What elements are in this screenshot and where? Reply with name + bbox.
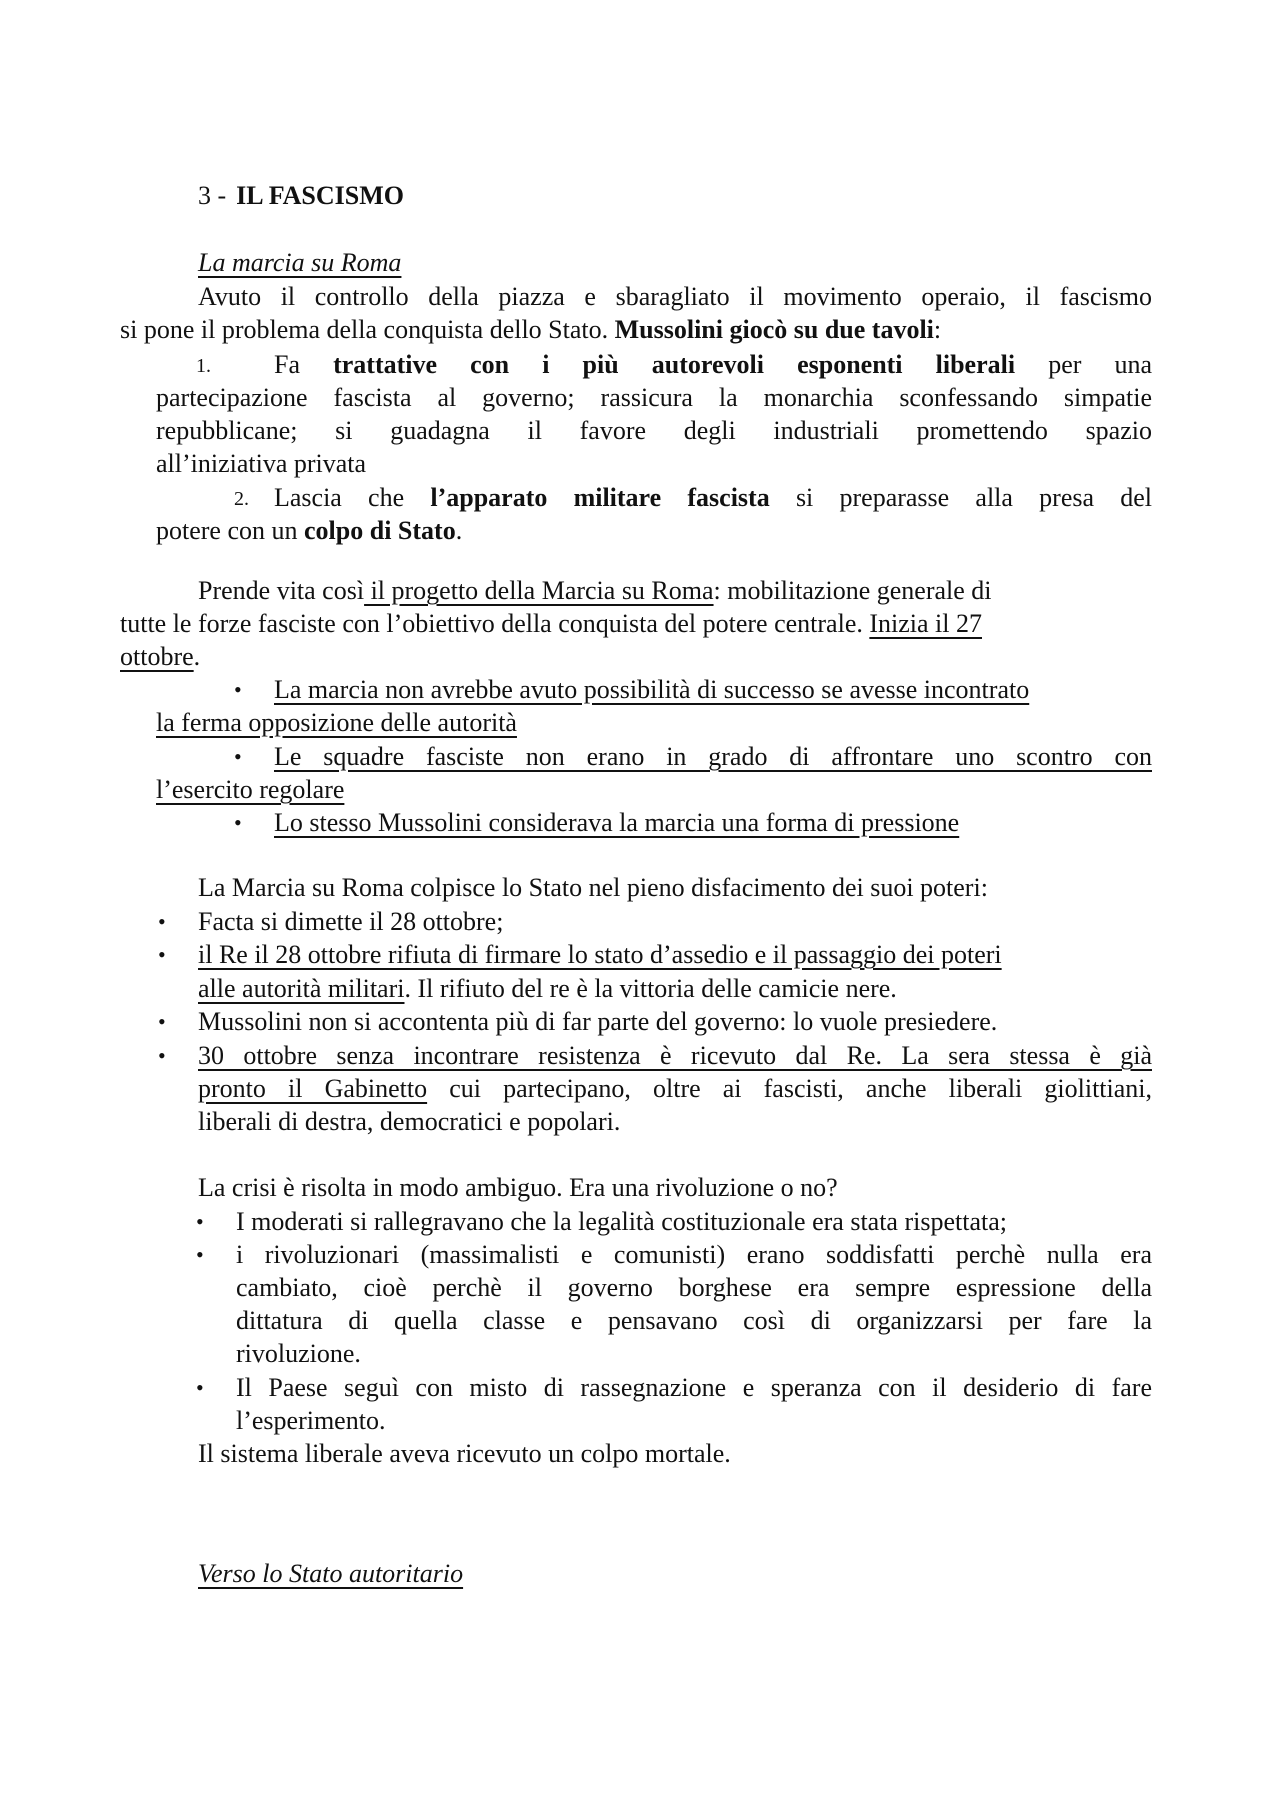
bullet-text-line: I moderati si rallegravano che la legalità costituzionale era stata rispettata;	[236, 1207, 1007, 1236]
paragraph-line	[120, 313, 941, 347]
list-number: 2.	[234, 488, 249, 510]
underlined-text: alle autorità militari	[198, 974, 405, 1003]
underlined-text: il progetto della Marcia su Roma	[364, 576, 714, 605]
list-item-line	[156, 514, 462, 548]
paragraph-line: La Marcia su Roma colpisce lo Stato nel pieno disfacimento dei suoi poteri:	[198, 873, 988, 902]
text-span: si preparasse alla presa del	[795, 483, 1153, 512]
bold-text: trattative con i più autorevoli esponenti liberali	[333, 350, 1016, 379]
bullet-text-line: Lo stesso Mussolini considerava la marcia una forma di pressione	[274, 808, 960, 837]
bullet-icon: •	[196, 1209, 204, 1234]
bullet-text-line: il Re il 28 ottobre rifiuta di firmare lo stato d’assedio e il passaggio dei poteri	[198, 940, 1002, 969]
text-span: Lascia che	[274, 483, 431, 512]
bullet-text-line: la ferma opposizione delle autorità	[156, 708, 517, 737]
bullet-text-line: cambiato, cioè perchè il governo borghese era sempre espressione della	[236, 1273, 1152, 1302]
bold-text: Mussolini giocò su due tavoli	[614, 315, 934, 344]
bullet-icon: •	[196, 1242, 204, 1267]
bullet-text-line: l’esercito regolare	[156, 775, 345, 804]
text-span: potere con un	[156, 516, 305, 545]
bullet-icon: •	[234, 810, 242, 835]
subsection-title-marcia: La marcia su Roma	[198, 248, 402, 277]
paragraph-line: Il sistema liberale aveva ricevuto un colpo mortale.	[198, 1439, 731, 1468]
bullet-text-line: La marcia non avrebbe avuto possibilità di successo se avesse incontrato	[274, 675, 1030, 704]
text-span: . Il rifiuto del re è la vittoria delle camicie nere.	[404, 974, 897, 1003]
bullet-icon: •	[234, 677, 242, 702]
bullet-text-line: l’esperimento.	[236, 1406, 386, 1435]
bullet-text-line: i rivoluzionari (massimalisti e comunisti) erano soddisfatti perchè nulla era	[236, 1240, 1152, 1269]
list-item-line	[274, 481, 1152, 515]
text-span: per una	[1048, 350, 1153, 379]
bullet-icon: •	[196, 1375, 204, 1400]
text-span: Prende vita così	[198, 576, 365, 605]
list-item-line: repubblicane; si guadagna il favore degli industriali promettendo spazio	[156, 416, 1152, 445]
section-heading	[198, 179, 404, 213]
bullet-icon: •	[234, 744, 242, 769]
text-span: tutte le forze fasciste con l’obiettivo della conquista del potere centrale.	[120, 609, 870, 638]
bullet-icon: •	[158, 1043, 166, 1068]
underlined-text: Inizia il 27	[869, 609, 982, 638]
section-title: IL FASCISMO	[236, 181, 405, 210]
bullet-text-line: Il Paese seguì con misto di rassegnazione e speranza con il desiderio di fare	[236, 1373, 1152, 1402]
paragraph-line	[198, 574, 992, 608]
paragraph-line	[120, 640, 200, 674]
bullet-text-line: dittatura di quella classe e pensavano così di organizzarsi per fare la	[236, 1306, 1152, 1335]
list-item-line	[274, 348, 1152, 382]
text-span: :	[933, 315, 942, 344]
bullet-text-line: rivoluzione.	[236, 1339, 361, 1368]
subsection-title-verso: Verso lo Stato autoritario	[198, 1559, 464, 1588]
text-span: cui partecipano, oltre ai fascisti, anche liberali giolittiani,	[427, 1074, 1153, 1103]
text-span: si pone il problema della conquista dello Stato.	[120, 315, 615, 344]
paragraph-line: Avuto il controllo della piazza e sbaragliato il movimento operaio, il fascismo	[198, 282, 1152, 311]
bullet-text-line: 30 ottobre senza incontrare resistenza è ricevuto dal Re. La sera stessa è già	[198, 1041, 1152, 1070]
bold-text: l’apparato militare fascista	[430, 483, 770, 512]
bullet-text-line: liberali di destra, democratici e popolari.	[198, 1107, 621, 1136]
list-number: 1.	[196, 355, 211, 377]
bullet-icon: •	[158, 1009, 166, 1034]
text-span: Fa	[274, 350, 334, 379]
paragraph-line	[120, 607, 982, 641]
paragraph-line: La crisi è risolta in modo ambiguo. Era una rivoluzione o no?	[198, 1173, 838, 1202]
text-span: : mobilitazione generale di	[713, 576, 992, 605]
bullet-icon: •	[158, 942, 166, 967]
bullet-text-line	[198, 972, 897, 1006]
underlined-text: pronto il Gabinetto	[198, 1074, 428, 1103]
bullet-text-line: Mussolini non si accontenta più di far parte del governo: lo vuole presiedere.	[198, 1007, 998, 1036]
bullet-text-line	[198, 1072, 1152, 1106]
section-number: 3 -	[198, 181, 227, 210]
text-span: .	[193, 642, 201, 671]
bullet-text-line: Le squadre fasciste non erano in grado di affrontare uno scontro con	[274, 742, 1152, 771]
bullet-icon: •	[158, 909, 166, 934]
list-item-line: all’iniziativa privata	[156, 449, 367, 478]
list-item-line: partecipazione fascista al governo; rassicura la monarchia sconfessando simpatie	[156, 383, 1152, 412]
bullet-text-line: Facta si dimette il 28 ottobre;	[198, 907, 504, 936]
bold-text: colpo di Stato	[304, 516, 456, 545]
underlined-text: ottobre	[120, 642, 194, 671]
text-span: .	[455, 516, 463, 545]
